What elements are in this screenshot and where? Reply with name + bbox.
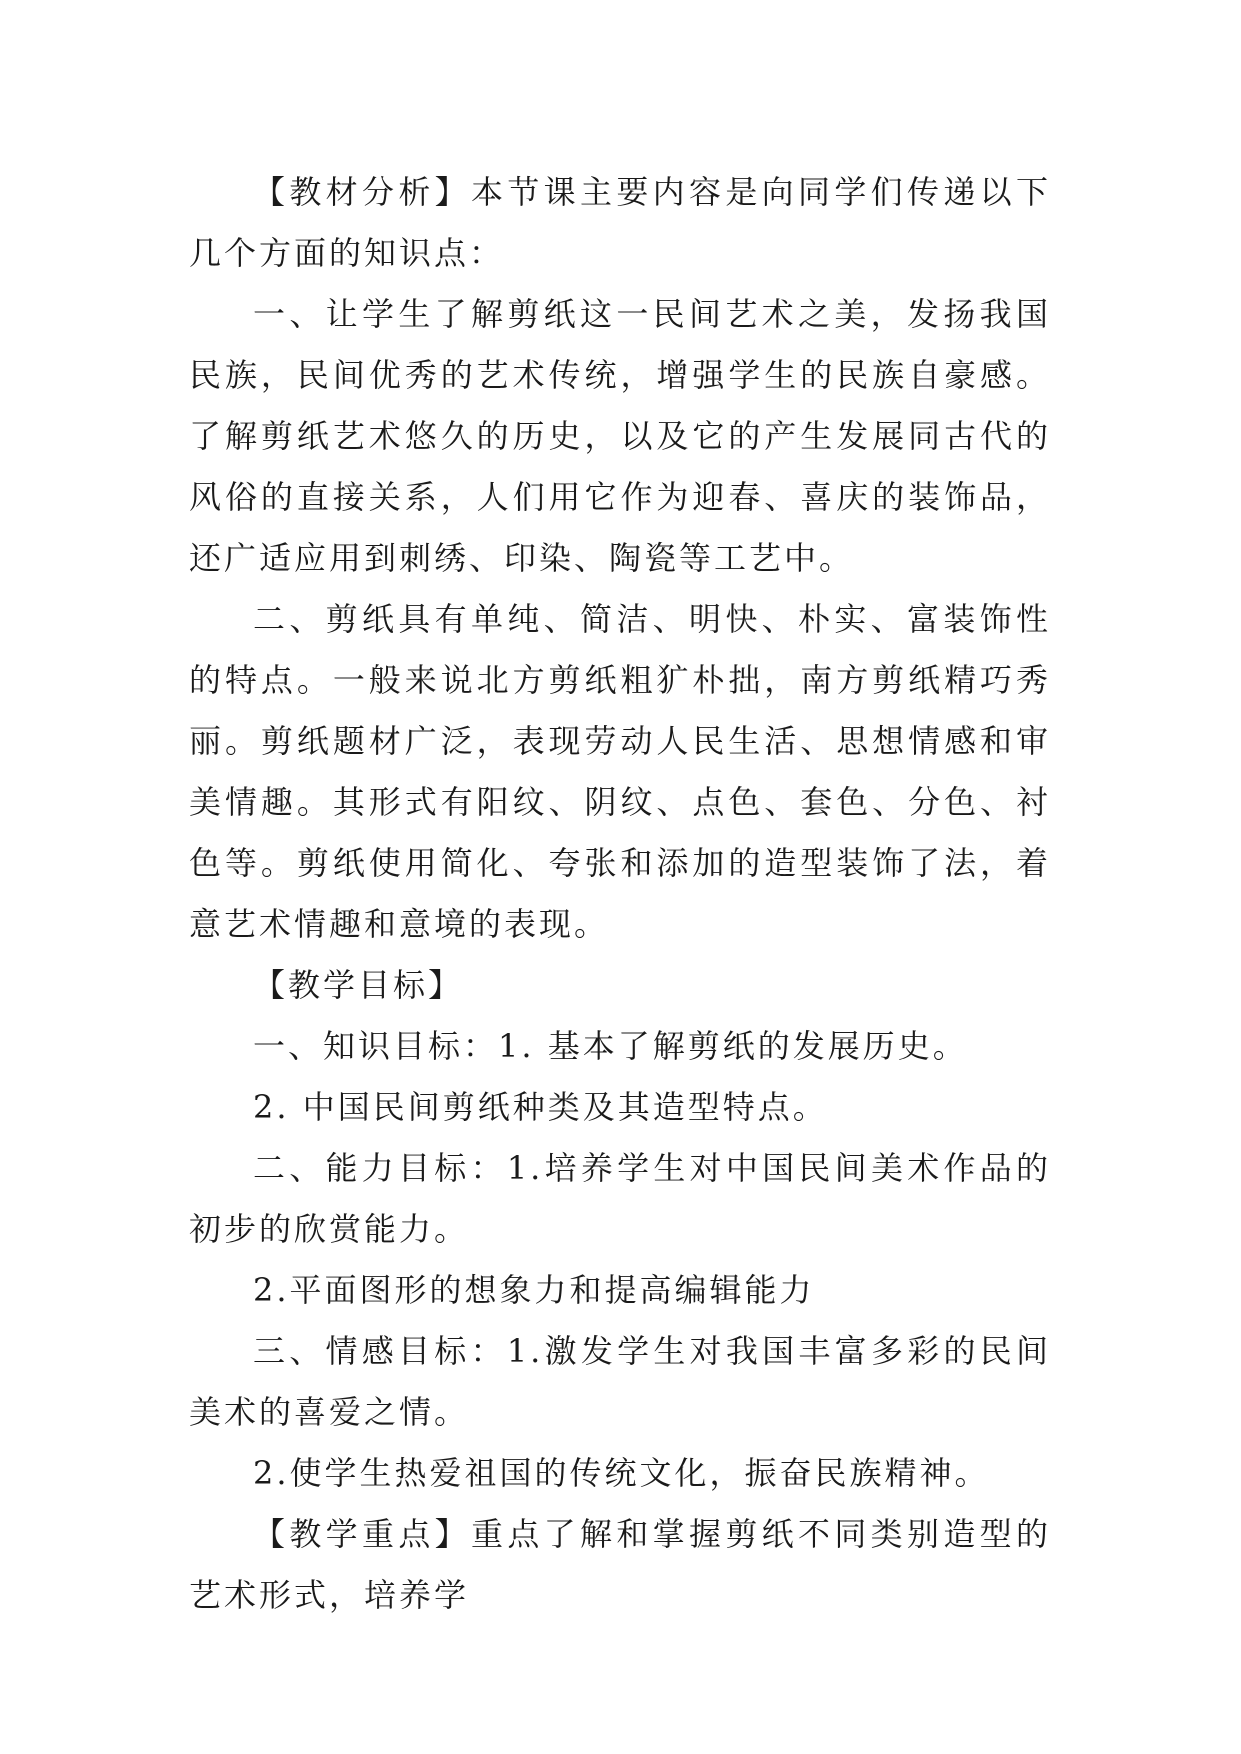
paragraph-emotion-goal-1: 三、情感目标：1.激发学生对我国丰富多彩的民间美术的喜爱之情。 [189,1332,1051,1431]
paragraph-knowledge-goal-1: 一、知识目标：1. 基本了解剪纸的发展历史。 [253,1027,968,1065]
paragraph-textbook-analysis: 【教材分析】本节课主要内容是向同学们传递以下几个方面的知识点： [189,173,1051,272]
paragraph-ability-goal-1: 二、能力目标：1.培养学生对中国民间美术作品的初步的欣赏能力。 [189,1149,1051,1248]
paragraph-teaching-focus: 【教学重点】重点了解和掌握剪纸不同类别造型的艺术形式，培养学 [189,1515,1051,1614]
paragraph-point-one: 一、让学生了解剪纸这一民间艺术之美，发扬我国民族，民间优秀的艺术传统，增强学生的民族自豪感。了解剪纸艺术悠久的历史，以及它的产生发展同古代的风俗的直接关系，人们用它作为迎春、喜庆的装饰品，还广适应用到刺绣、印染、陶瓷等工艺中。 [189,295,1051,577]
paragraph-knowledge-goal-2: 2. 中国民间剪纸种类及其造型特点。 [253,1088,828,1126]
paragraph-point-two: 二、剪纸具有单纯、简洁、明快、朴实、富装饰性的特点。一般来说北方剪纸粗犷朴拙，南方剪纸精巧秀丽。剪纸题材广泛，表现劳动人民生活、思想情感和审美情趣。其形式有阳纹、阴纹、点色、套色、分色、衬色等。剪纸使用简化、夸张和添加的造型装饰了法，着意艺术情趣和意境的表现。 [189,600,1051,943]
document-body [189,162,1051,1626]
paragraph-emotion-goal-2: 2.使学生热爱祖国的传统文化，振奋民族精神。 [253,1454,990,1492]
paragraph-ability-goal-2: 2.平面图形的想象力和提高编辑能力 [253,1271,815,1309]
section-heading-teaching-goals: 【教学目标】 [253,966,464,1004]
